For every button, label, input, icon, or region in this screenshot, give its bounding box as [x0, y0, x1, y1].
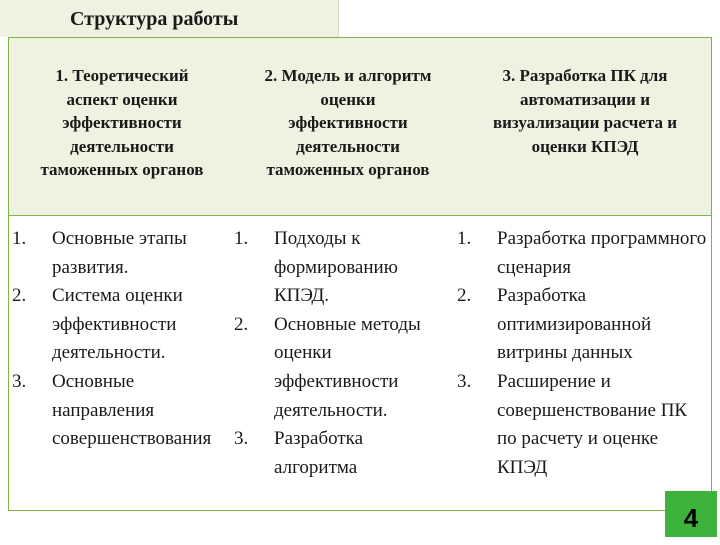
column-header-3: 3. Разработка ПК для автоматизации и визуализации расчета и оценки КПЭД: [492, 66, 678, 156]
page-number-badge: 4: [665, 491, 717, 537]
list-item: 1. Основные этапы развития.: [12, 228, 187, 278]
list-item: 3. Основные направления совершенствования: [12, 370, 212, 450]
header-divider: [9, 215, 711, 216]
list-item: 3. Расширение и совершенствование ПК по расчету и оценке КПЭД: [457, 370, 688, 478]
list-item: 3. Разработка алгоритма: [234, 428, 364, 478]
column-header-1: 1. Теоретический аспект оценки эффективности деятельности таможенных органов: [40, 66, 204, 179]
list-item: 2. Система оценки эффективности деятельности.: [12, 285, 183, 364]
column-1-list: [12, 225, 224, 454]
column-2-list: [234, 225, 444, 482]
list-item: 2. Основные методы оценки эффективности деятельности.: [234, 313, 421, 421]
column-header-2: 2. Модель и алгоритм оценки эффективности деятельности таможенных органов: [264, 66, 432, 179]
slide-title: Структура работы: [70, 8, 239, 30]
structure-table: [8, 37, 712, 511]
list-item: 1. Разработка программного сценария: [457, 228, 707, 278]
title-box: [0, 0, 339, 37]
list-item: 1. Подходы к формированию КПЭД.: [234, 228, 398, 307]
list-item: 2. Разработка оптимизированной витрины данных: [457, 285, 652, 364]
column-3-list: [457, 225, 709, 482]
table-header-row: [9, 38, 711, 215]
